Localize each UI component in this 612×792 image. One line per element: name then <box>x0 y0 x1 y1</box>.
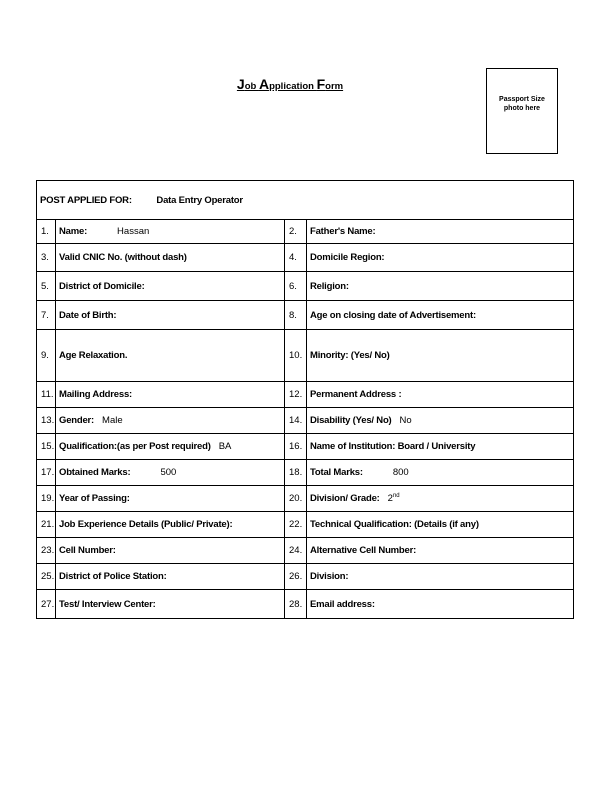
field-cell[interactable] <box>307 301 574 330</box>
form-row <box>37 382 574 408</box>
field-cell[interactable] <box>56 434 285 460</box>
field-number: 19. <box>37 486 56 512</box>
field-label: Age on closing date of Advertisement: <box>310 309 476 321</box>
field-label: Domicile Region: <box>310 252 385 263</box>
field-cell[interactable] <box>56 301 285 330</box>
field-label: Father's Name: <box>310 226 376 237</box>
form-row <box>37 220 574 244</box>
field-number: 9. <box>37 330 56 382</box>
field-label: Obtained Marks: <box>59 467 131 478</box>
field-cell[interactable] <box>56 590 285 619</box>
form-row <box>37 330 574 382</box>
field-label: Disability (Yes/ No) <box>310 415 392 426</box>
field-value: 800 <box>392 467 409 478</box>
title-part: orm <box>325 81 344 92</box>
field-label: Age Relaxation. <box>59 350 128 361</box>
field-label: Alternative Cell Number: <box>310 545 417 556</box>
field-number: 25. <box>37 564 56 590</box>
field-cell[interactable] <box>56 330 285 382</box>
field-label: Permanent Address : <box>310 389 402 400</box>
field-cell[interactable] <box>307 408 574 434</box>
post-applied-row <box>37 181 574 220</box>
form-title <box>190 76 390 92</box>
field-number: 8. <box>285 301 307 330</box>
title-part: J <box>236 76 245 92</box>
field-number: 26. <box>285 564 307 590</box>
field-label: Religion: <box>310 280 349 292</box>
field-number: 3. <box>37 244 56 272</box>
field-label: Date of Birth: <box>59 309 117 321</box>
form-row <box>37 244 574 272</box>
form-row <box>37 590 574 619</box>
field-cell[interactable] <box>307 382 574 408</box>
field-cell[interactable] <box>307 244 574 272</box>
field-label: Division: <box>310 571 349 582</box>
field-cell[interactable] <box>307 460 574 486</box>
field-label: Total Marks: <box>310 467 363 478</box>
field-label: District of Police Station: <box>59 571 167 582</box>
photo-box-label-1: Passport Size <box>499 96 545 103</box>
field-cell[interactable] <box>307 512 574 538</box>
application-form-table <box>36 180 574 619</box>
field-number: 5. <box>37 272 56 301</box>
field-number: 1. <box>37 220 56 244</box>
form-row <box>37 460 574 486</box>
field-cell[interactable] <box>56 486 285 512</box>
field-number: 7. <box>37 301 56 330</box>
field-label: Mailing Address: <box>59 389 132 400</box>
field-label: Name: <box>59 226 88 237</box>
form-row <box>37 434 574 460</box>
field-value: No <box>399 415 412 426</box>
field-value: 2 <box>387 493 393 505</box>
field-label: Technical Qualification: (Details (if any) <box>310 519 479 530</box>
field-number: 14. <box>285 408 307 434</box>
field-cell[interactable] <box>307 220 574 244</box>
field-cell[interactable] <box>56 244 285 272</box>
field-number: 6. <box>285 272 307 301</box>
field-number: 2. <box>285 220 307 244</box>
post-applied-cell[interactable] <box>37 181 574 220</box>
field-number: 11. <box>37 382 56 408</box>
field-number: 16. <box>285 434 307 460</box>
form-row <box>37 486 574 512</box>
field-label: Valid CNIC No. (without dash) <box>59 252 187 263</box>
field-cell[interactable] <box>307 330 574 382</box>
field-cell[interactable] <box>307 486 574 512</box>
field-label: Email address: <box>310 598 375 610</box>
field-cell[interactable] <box>307 538 574 564</box>
field-label: District of Domicile: <box>59 280 145 292</box>
field-label: Job Experience Details (Public/ Private): <box>59 519 233 530</box>
field-number: 24. <box>285 538 307 564</box>
title-part: A <box>258 76 270 92</box>
field-value-suffix: nd <box>392 492 400 499</box>
field-cell[interactable] <box>56 272 285 301</box>
field-number: 4. <box>285 244 307 272</box>
form-row <box>37 512 574 538</box>
post-applied-label: POST APPLIED FOR: <box>40 194 132 206</box>
form-row <box>37 538 574 564</box>
form-row <box>37 564 574 590</box>
field-number: 23. <box>37 538 56 564</box>
field-label: Name of Institution: Board / University <box>310 441 476 452</box>
field-number: 12. <box>285 382 307 408</box>
field-label: Minority: (Yes/ No) <box>310 350 390 361</box>
field-label: Gender: <box>59 415 95 426</box>
field-label: Cell Number: <box>59 545 116 556</box>
field-number: 10. <box>285 330 307 382</box>
field-cell[interactable] <box>56 220 285 244</box>
title-part: F <box>316 76 326 92</box>
field-cell[interactable] <box>56 382 285 408</box>
title-part: pplication <box>269 81 317 92</box>
field-label: Division/ Grade: <box>310 493 380 505</box>
field-number: 21. <box>37 512 56 538</box>
field-cell[interactable] <box>56 538 285 564</box>
field-label: Qualification:(as per Post required) <box>59 441 211 452</box>
field-value: Male <box>102 415 123 426</box>
post-applied-value: Data Entry Operator <box>156 194 243 206</box>
form-row <box>37 301 574 330</box>
field-label: Year of Passing: <box>59 493 130 504</box>
field-number: 18. <box>285 460 307 486</box>
field-cell[interactable] <box>56 460 285 486</box>
field-cell[interactable] <box>56 564 285 590</box>
field-number: 22. <box>285 512 307 538</box>
field-value: BA <box>218 441 232 452</box>
title-part: ob <box>244 81 259 92</box>
field-cell[interactable] <box>307 590 574 619</box>
field-number: 28. <box>285 590 307 619</box>
form-row <box>37 272 574 301</box>
form-row <box>37 408 574 434</box>
field-cell[interactable] <box>56 512 285 538</box>
field-cell[interactable] <box>307 272 574 301</box>
field-cell[interactable] <box>307 564 574 590</box>
field-cell[interactable] <box>56 408 285 434</box>
field-number: 20. <box>285 486 307 512</box>
field-number: 27. <box>37 590 56 619</box>
passport-photo-box[interactable] <box>486 68 558 154</box>
field-label: Test/ Interview Center: <box>59 598 156 610</box>
field-value: Hassan <box>117 226 150 237</box>
field-number: 17. <box>37 460 56 486</box>
field-number: 13. <box>37 408 56 434</box>
field-cell[interactable] <box>307 434 574 460</box>
field-value: 500 <box>160 467 177 478</box>
photo-box-label-2: photo here <box>503 105 541 112</box>
field-number: 15. <box>37 434 56 460</box>
